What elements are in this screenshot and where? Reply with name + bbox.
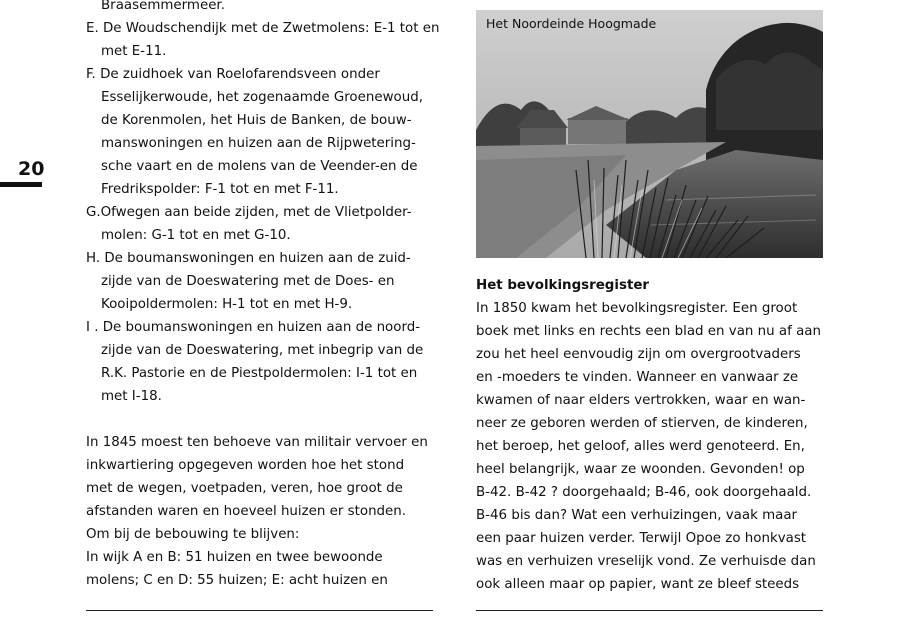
text-line: en -moeders te vinden. Wanneer en vanwaar ze bbox=[476, 370, 799, 385]
text-line: een paar huizen verder. Terwijl Opoe zo honkvast bbox=[476, 531, 807, 546]
text-line: H. De boumanswoningen en huizen aan de zuid- bbox=[86, 251, 411, 266]
text-line: In wijk A en B: 51 huizen en twee bewoonde bbox=[86, 550, 383, 565]
text-line: G.Ofwegen aan beide zijden, met de Vlietpolder- bbox=[86, 205, 412, 220]
text-line: manswoningen en huizen aan de Rijpwetering- bbox=[101, 136, 416, 151]
text-line: B-42. B-42 ? doorgehaald; B-46, ook doorgehaald. bbox=[476, 485, 812, 500]
photo bbox=[476, 10, 823, 258]
text-line: B-46 bis dan? Wat een verhuizingen, vaak maar bbox=[476, 508, 798, 523]
text-line: neer ze geboren werden of stierven, de kinderen, bbox=[476, 416, 808, 431]
text-line: Braasemmermeer. bbox=[101, 0, 225, 13]
text-line: E. De Woudschendijk met de Zwetmolens: E-1 tot en bbox=[86, 21, 440, 36]
text-line: zijde van de Doeswatering, met inbegrip van de bbox=[101, 343, 424, 358]
page-number-rule bbox=[0, 182, 42, 187]
text-line: Fredrikspolder: F-1 tot en met F-11. bbox=[101, 182, 339, 197]
section-heading: Het bevolkingsregister bbox=[476, 278, 650, 293]
text-line: In 1845 moest ten behoeve van militair vervoer en bbox=[86, 435, 428, 450]
text-line: R.K. Pastorie en de Piestpoldermolen: I-1 tot en bbox=[101, 366, 418, 381]
text-line: molens; C en D: 55 huizen; E: acht huizen en bbox=[86, 573, 388, 588]
right-column-body bbox=[476, 297, 826, 596]
text-line: molen: G-1 tot en met G-10. bbox=[101, 228, 291, 243]
photo-caption: Het Noordeinde Hoogmade bbox=[486, 16, 657, 31]
text-line: de Korenmolen, het Huis de Banken, de bouw- bbox=[101, 113, 412, 128]
text-line: Om bij de bebouwing te blijven: bbox=[86, 527, 300, 542]
text-line: ook alleen maar op papier, want ze bleef steeds bbox=[476, 577, 800, 592]
text-line: met I-18. bbox=[101, 389, 162, 404]
text-line: het beroep, het geloof, alles werd genoteerd. En, bbox=[476, 439, 805, 454]
text-line: kwamen of naar elders vertrokken, waar en wan- bbox=[476, 393, 806, 408]
text-line: afstanden waren en hoeveel huizen er stonden. bbox=[86, 504, 407, 519]
blank-line bbox=[86, 408, 436, 431]
text-line: Kooipoldermolen: H-1 tot en met H-9. bbox=[101, 297, 353, 312]
page-number: 20 bbox=[18, 158, 45, 180]
footer-rule-left bbox=[86, 610, 433, 611]
text-line: Esselijkerwoude, het zogenaamde Groenewoud, bbox=[101, 90, 423, 105]
text-line: inkwartiering opgegeven worden hoe het stond bbox=[86, 458, 405, 473]
left-column bbox=[86, 0, 440, 592]
photo-landscape bbox=[476, 10, 823, 258]
text-line: F. De zuidhoek van Roelofarendsveen onder bbox=[86, 67, 380, 82]
text-line: met de wegen, voetpaden, veren, hoe groot de bbox=[86, 481, 403, 496]
right-column bbox=[476, 274, 826, 596]
text-line: sche vaart en de molens van de Veender-en de bbox=[101, 159, 418, 174]
text-line: heel belangrijk, waar ze woonden. Gevonden! op bbox=[476, 462, 805, 477]
text-line: In 1850 kwam het bevolkingsregister. Een groot bbox=[476, 301, 798, 316]
text-line: zijde van de Doeswatering met de Does- en bbox=[101, 274, 395, 289]
text-line: was en verhuizen vreselijk vond. Ze verhuisde dan bbox=[476, 554, 816, 569]
text-line: zou het heel eenvoudig zijn om overgrootvaders bbox=[476, 347, 801, 362]
text-line: I . De boumanswoningen en huizen aan de noord- bbox=[86, 320, 421, 335]
footer-rule-right bbox=[476, 610, 823, 611]
text-line: boek met links en rechts een blad en van nu af aan bbox=[476, 324, 821, 339]
text-line: met E-11. bbox=[101, 44, 167, 59]
